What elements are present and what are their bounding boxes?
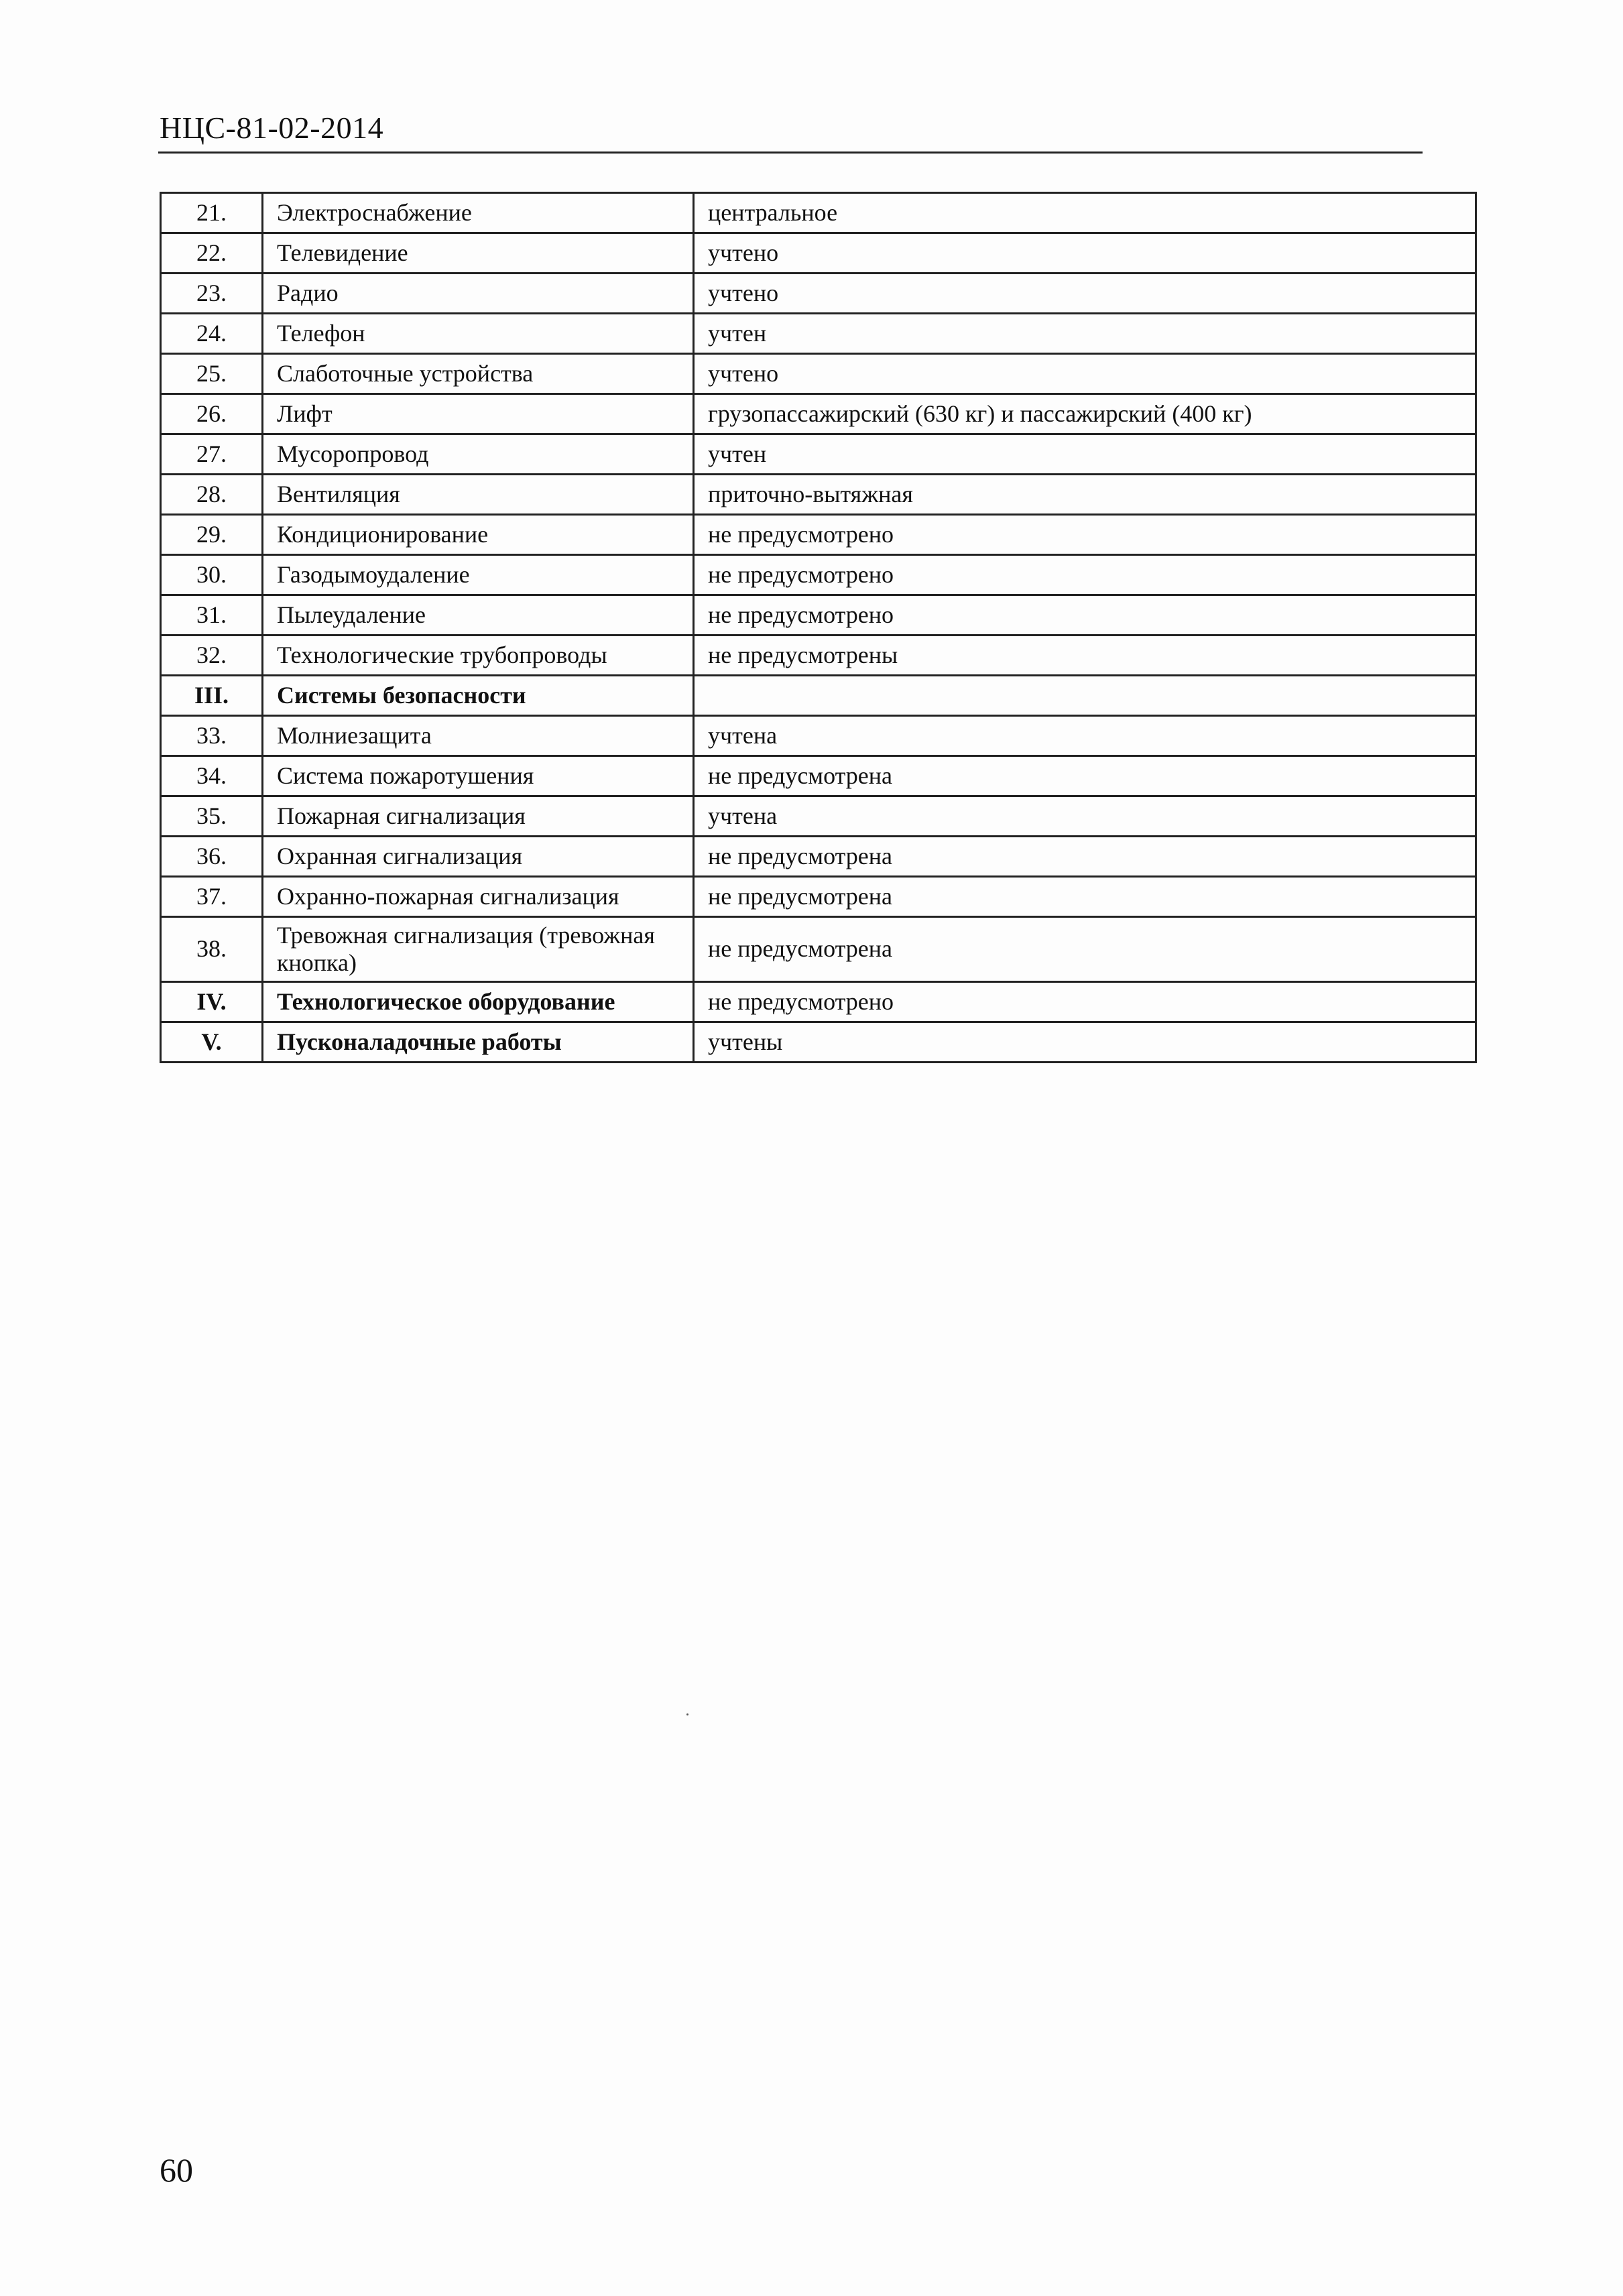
- section-number: IV.: [161, 982, 263, 1022]
- row-item-name: Пылеудаление: [263, 595, 694, 636]
- section-header-row: [161, 676, 1476, 716]
- row-item-value: не предусмотрены: [694, 636, 1476, 676]
- row-item-name: Газодымоудаление: [263, 555, 694, 595]
- row-number: 28.: [161, 475, 263, 515]
- table-row: [161, 394, 1476, 434]
- table-row: [161, 555, 1476, 595]
- table-row: [161, 434, 1476, 475]
- table-row: [161, 233, 1476, 274]
- row-item-value: не предусмотрено: [694, 515, 1476, 555]
- row-item-value: учтен: [694, 314, 1476, 354]
- row-number: 36.: [161, 837, 263, 877]
- section-title: Пусконаладочные работы: [263, 1022, 694, 1063]
- row-item-value: грузопассажирский (630 кг) и пассажирский (400 кг): [694, 394, 1476, 434]
- row-number: 23.: [161, 274, 263, 314]
- row-item-name: Лифт: [263, 394, 694, 434]
- row-number: 25.: [161, 354, 263, 394]
- table-row: [161, 193, 1476, 233]
- table-row: [161, 274, 1476, 314]
- table-row: [161, 475, 1476, 515]
- table-row: [161, 917, 1476, 982]
- row-item-name: Слаботочные устройства: [263, 354, 694, 394]
- row-item-value: не предусмотрена: [694, 877, 1476, 917]
- row-number: 21.: [161, 193, 263, 233]
- row-item-name: Мусоропровод: [263, 434, 694, 475]
- row-item-value: не предусмотрено: [694, 982, 1476, 1022]
- table-row: [161, 314, 1476, 354]
- table-row: [161, 716, 1476, 756]
- row-item-value: приточно-вытяжная: [694, 475, 1476, 515]
- section-title: Системы безопасности: [263, 676, 694, 716]
- row-item-value: учтены: [694, 1022, 1476, 1063]
- table-row: [161, 595, 1476, 636]
- row-item-name: Тревожная сигнализация (тревожная кнопка): [263, 917, 694, 982]
- row-item-name: Кондиционирование: [263, 515, 694, 555]
- row-number: 35.: [161, 796, 263, 837]
- row-item-value: учтено: [694, 233, 1476, 274]
- row-number: 31.: [161, 595, 263, 636]
- section-title: Технологическое оборудование: [263, 982, 694, 1022]
- table-row: [161, 354, 1476, 394]
- section-header-row: [161, 982, 1476, 1022]
- section-number: III.: [161, 676, 263, 716]
- row-item-value: не предусмотрено: [694, 595, 1476, 636]
- row-item-name: Молниезащита: [263, 716, 694, 756]
- row-item-name: Телевидение: [263, 233, 694, 274]
- header-divider: [158, 152, 1423, 154]
- row-item-name: Радио: [263, 274, 694, 314]
- row-number: 30.: [161, 555, 263, 595]
- table-row: [161, 515, 1476, 555]
- row-item-value: не предусмотрена: [694, 837, 1476, 877]
- row-number: 34.: [161, 756, 263, 796]
- scan-speck: [686, 1713, 688, 1715]
- section-number: V.: [161, 1022, 263, 1063]
- row-item-name: Электроснабжение: [263, 193, 694, 233]
- row-number: 32.: [161, 636, 263, 676]
- table-row: [161, 636, 1476, 676]
- row-item-value: не предусмотрено: [694, 555, 1476, 595]
- row-item-value: не предусмотрена: [694, 917, 1476, 982]
- row-item-name: Охранная сигнализация: [263, 837, 694, 877]
- row-item-name: Система пожаротушения: [263, 756, 694, 796]
- row-number: 29.: [161, 515, 263, 555]
- row-number: 26.: [161, 394, 263, 434]
- row-number: 37.: [161, 877, 263, 917]
- row-number: 22.: [161, 233, 263, 274]
- row-item-value: учтена: [694, 716, 1476, 756]
- table-row: [161, 796, 1476, 837]
- row-item-value: учтена: [694, 796, 1476, 837]
- row-item-value: не предусмотрена: [694, 756, 1476, 796]
- specification-table: [160, 192, 1477, 1063]
- row-number: 33.: [161, 716, 263, 756]
- table-row: [161, 837, 1476, 877]
- row-item-value: центральное: [694, 193, 1476, 233]
- document-code-header: НЦС-81-02-2014: [160, 111, 384, 145]
- row-item-name: Технологические трубопроводы: [263, 636, 694, 676]
- table-row: [161, 877, 1476, 917]
- row-item-name: Пожарная сигнализация: [263, 796, 694, 837]
- table-row: [161, 756, 1476, 796]
- row-number: 38.: [161, 917, 263, 982]
- row-number: 27.: [161, 434, 263, 475]
- row-number: 24.: [161, 314, 263, 354]
- row-item-value: учтено: [694, 354, 1476, 394]
- row-item-value: [694, 676, 1476, 716]
- page-number: 60: [160, 2151, 193, 2189]
- row-item-name: Телефон: [263, 314, 694, 354]
- row-item-name: Вентиляция: [263, 475, 694, 515]
- row-item-value: учтено: [694, 274, 1476, 314]
- row-item-name: Охранно-пожарная сигнализация: [263, 877, 694, 917]
- row-item-value: учтен: [694, 434, 1476, 475]
- section-header-row: [161, 1022, 1476, 1063]
